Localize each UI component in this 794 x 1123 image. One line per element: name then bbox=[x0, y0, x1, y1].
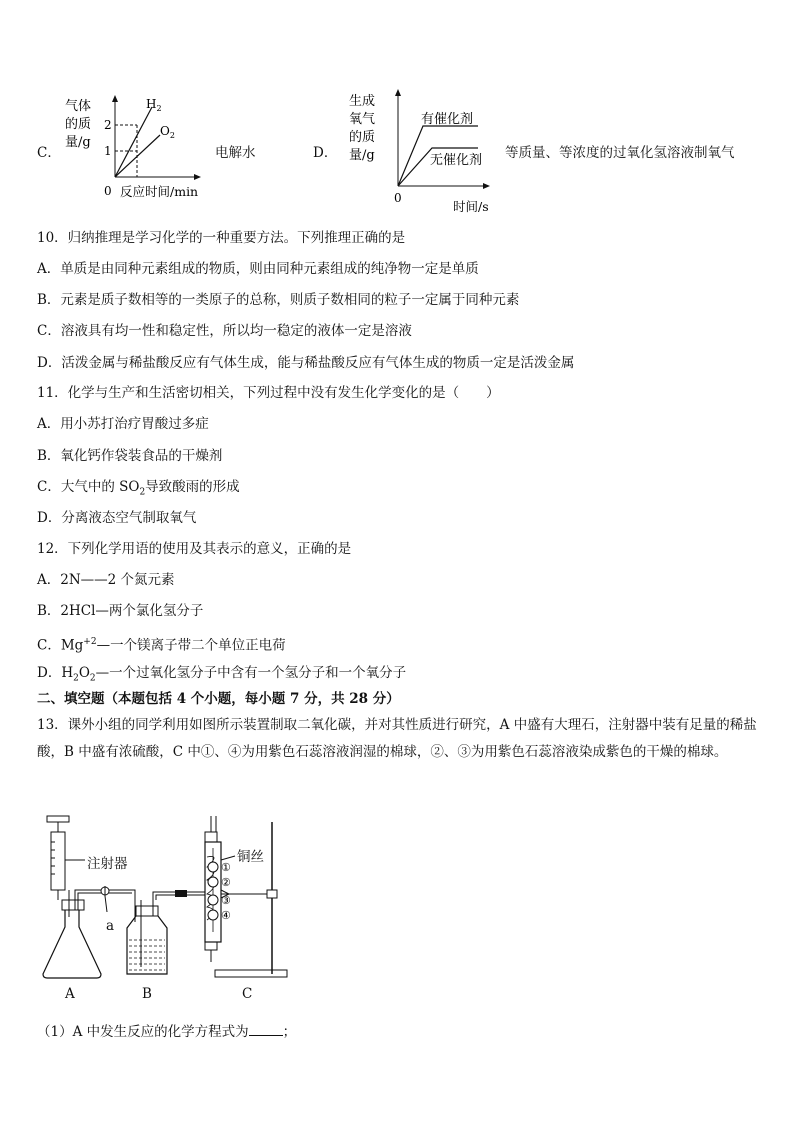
tube-c-bottom-stopper bbox=[205, 942, 217, 950]
graph-d-y-arrow bbox=[395, 89, 401, 96]
graph-d-ylabel-3: 的质 bbox=[349, 130, 376, 145]
graph-c-caption: 电解水 bbox=[215, 145, 256, 161]
graph-c-h2-line bbox=[115, 107, 152, 177]
graph-d-x-arrow bbox=[483, 183, 490, 189]
graph-c-ylabel-1: 气体 bbox=[65, 99, 92, 114]
cotton-ball-4 bbox=[208, 910, 218, 920]
graph-c-tick-2: 2 bbox=[104, 118, 112, 132]
graph-d-ylabel-4: 量/g bbox=[349, 148, 375, 163]
q13-sub1: （1）A 中发生反应的化学方程式为 ； bbox=[37, 1024, 297, 1040]
graph-c bbox=[60, 95, 220, 205]
option-c-label: C． bbox=[37, 145, 61, 161]
graph-c-origin: 0 bbox=[104, 184, 112, 198]
ball-label-3: ③ bbox=[221, 894, 231, 907]
section2-heading: 二、填空题（本题包括 4 个小题，每小题 7 分，共 28 分） bbox=[37, 691, 400, 707]
q12-stem: 12．下列化学用语的使用及其表示的意义，正确的是 bbox=[37, 541, 352, 557]
q10-stem: 10．归纳推理是学习化学的一种重要方法。下列推理正确的是 bbox=[37, 230, 406, 246]
graph-c-h2-label: $H_2$ bbox=[146, 97, 162, 113]
q10-option-c: C．溶液具有均一性和稳定性，所以均一稳定的液体一定是溶液 bbox=[37, 323, 412, 339]
q11-stem: 11．化学与生产和生活密切相关，下列过程中没有发生化学变化的是（ ） bbox=[37, 385, 500, 401]
q12-option-d: D．$H_2O_2—$一个过氧化氢分子中含有一个氢分子和一个氧分子 bbox=[37, 665, 407, 684]
bottle-b-liquid bbox=[129, 940, 165, 970]
graph-c-ylabel-3: 量/g bbox=[65, 135, 91, 150]
q12-option-b: B．2HCl—两个氯化氢分子 bbox=[37, 603, 204, 619]
ball-label-4: ④ bbox=[221, 909, 231, 922]
tube-c-top-stopper bbox=[205, 832, 217, 842]
q12-option-a: A．2N——2 个氮元素 bbox=[37, 572, 175, 588]
syringe-plunger-top bbox=[47, 816, 69, 822]
graph-c-y-arrow bbox=[112, 95, 118, 102]
label-A: A bbox=[65, 986, 75, 1002]
cotton-ball-2 bbox=[208, 877, 218, 887]
graph-c-o2-label: $O_2$ bbox=[160, 124, 175, 140]
graph-d-origin: 0 bbox=[394, 191, 402, 205]
graph-d-ylabel-2: 氧气 bbox=[349, 112, 376, 127]
apparatus-figure bbox=[35, 812, 305, 1007]
flask-a-stopper bbox=[62, 900, 84, 910]
graph-d-without-catalyst-label: 无催化剂 bbox=[430, 153, 483, 168]
graph-d-xlabel: 时间/s bbox=[453, 199, 489, 214]
q11-option-c: C．大气中的 $SO_2$导致酸雨的形成 bbox=[37, 479, 240, 498]
valve-a-pointer bbox=[105, 896, 107, 912]
stand-base bbox=[215, 970, 287, 977]
copper-pointer bbox=[221, 856, 235, 860]
tube-connector bbox=[175, 890, 187, 897]
graph-c-x-arrow bbox=[194, 174, 201, 180]
syringe-barrel bbox=[51, 832, 65, 890]
option-d-label: D． bbox=[313, 145, 338, 161]
ball-label-1: ① bbox=[221, 861, 231, 874]
label-B: B bbox=[142, 986, 152, 1002]
q11-option-a: A．用小苏打治疗胃酸过多症 bbox=[37, 416, 209, 432]
q13-stem: 13．课外小组的同学利用如图所示装置制取二氧化碳，并对其性质进行研究，A 中盛有大理石，注射器中装有足量的稀盐酸，B 中盛有浓硫酸，C 中①、④为用紫色石蕊溶液润湿的棉球，②、③为用紫色石蕊溶液染成紫色的干燥的棉球。 bbox=[37, 717, 757, 760]
graph-d bbox=[345, 88, 505, 216]
flask-a-body bbox=[43, 910, 101, 978]
syringe-label: 注射器 bbox=[87, 856, 128, 872]
q10-option-d: D．活泼金属与稀盐酸反应有气体生成，能与稀盐酸反应有气体生成的物质一定是活泼金属 bbox=[37, 355, 575, 371]
stand-clamp-head bbox=[267, 890, 277, 898]
label-C: C bbox=[242, 986, 253, 1002]
graph-d-ylabel-1: 生成 bbox=[349, 94, 376, 109]
apparatus-svg bbox=[35, 812, 305, 1007]
graph-c-tick-1: 1 bbox=[104, 144, 112, 158]
graph-d-svg bbox=[345, 88, 505, 216]
copper-wire-label: 铜丝 bbox=[237, 849, 264, 865]
bottle-b-stopper bbox=[136, 906, 158, 916]
valve-a-label: a bbox=[106, 918, 115, 934]
cotton-ball-1 bbox=[208, 862, 218, 872]
q11-option-d: D．分离液态空气制取氧气 bbox=[37, 510, 197, 526]
graph-d-caption: 等质量、等浓度的过氧化氢溶液制氧气 bbox=[505, 145, 735, 161]
bottle-b-body bbox=[127, 916, 167, 974]
graph-c-xlabel: 反应时间/min bbox=[120, 184, 199, 199]
graph-c-ylabel-2: 的质 bbox=[65, 117, 92, 132]
q11-option-b: B．氧化钙作袋装食品的干燥剂 bbox=[37, 448, 223, 464]
ball-label-2: ② bbox=[221, 876, 231, 889]
graph-c-svg bbox=[60, 95, 220, 205]
cotton-ball-3 bbox=[208, 895, 218, 905]
q10-option-a: A．单质是由同种元素组成的物质，则由同种元素组成的纯净物一定是单质 bbox=[37, 261, 479, 277]
graph-d-with-catalyst-label: 有催化剂 bbox=[421, 112, 474, 127]
answer-blank[interactable] bbox=[249, 1023, 283, 1036]
q10-option-b: B．元素是质子数相等的一类原子的总称，则质子数相同的粒子一定属于同种元素 bbox=[37, 292, 520, 308]
q12-option-c: C．$Mg^{+2}—$一个镁离子带二个单位正电荷 bbox=[37, 637, 286, 654]
